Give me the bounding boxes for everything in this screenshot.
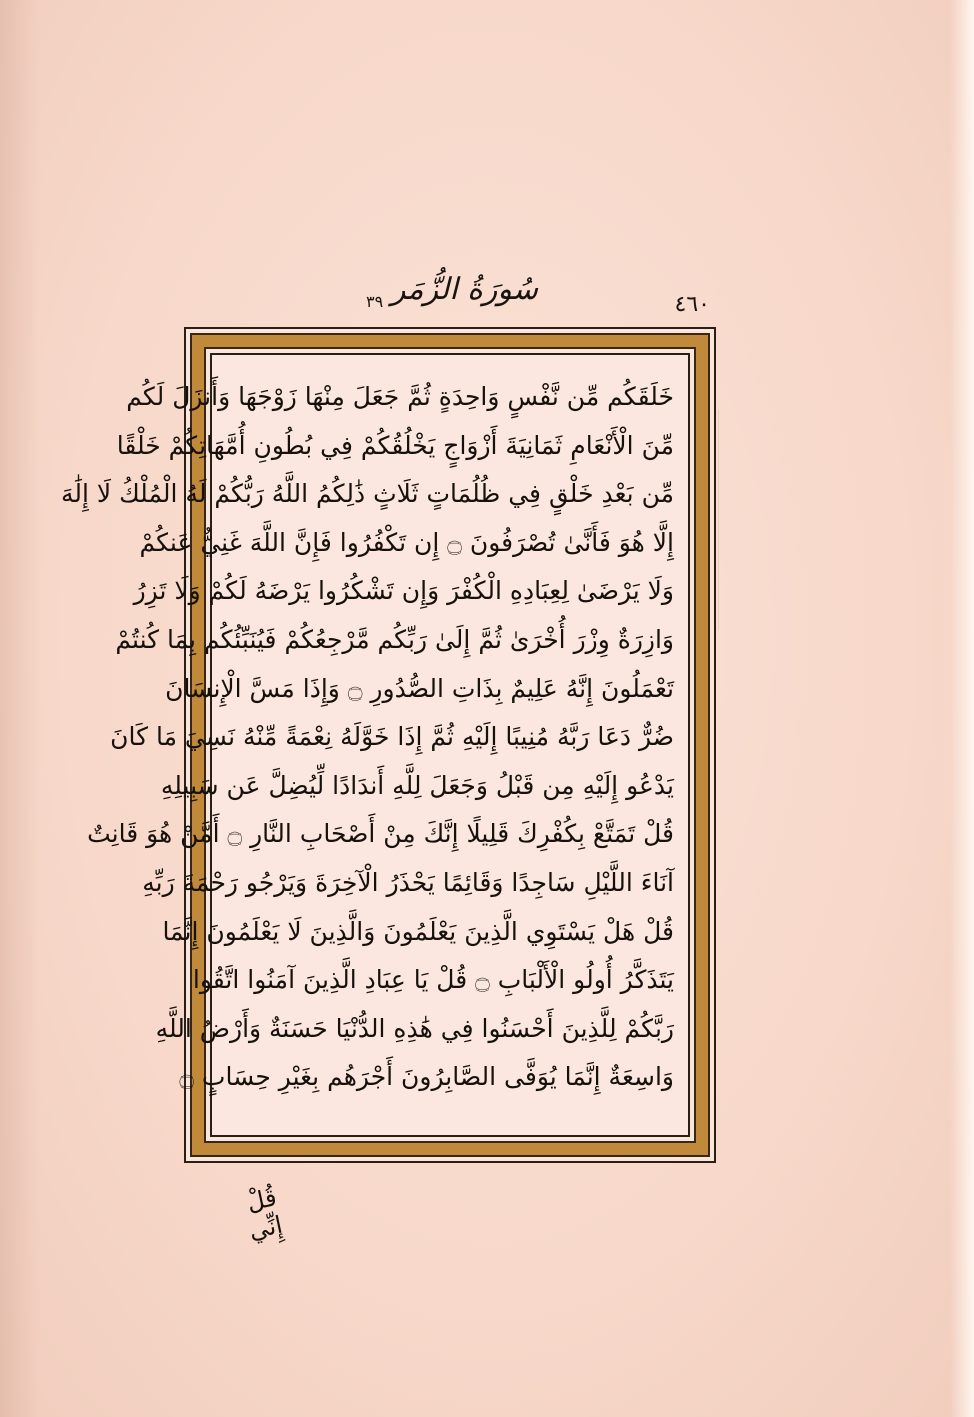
text-line: رَبَّكُمْ لِلَّذِينَ أَحْسَنُوا فِي هَٰذِهِ الدُّنْيَا حَسَنَةٌ وَأَرْضُ اللَّهِ <box>155 1013 674 1043</box>
text-line: مِّن بَعْدِ خَلْقٍ فِي ظُلُمَاتٍ ثَلَاثٍ ذَٰلِكُمُ اللَّهُ رَبُّكُمْ لَهُ الْمُلْكُ لَا إِلَٰهَ <box>60 479 674 509</box>
surah-title: سُورَةُ الزُّمَر <box>391 272 539 307</box>
page-number: ٤٦٠ <box>674 292 710 317</box>
text-line: يَدْعُو إِلَيْهِ مِن قَبْلُ وَجَعَلَ لِلَّهِ أَندَادًا لِّيُضِلَّ عَن سَبِيلِهِ <box>160 770 674 800</box>
text-line: مِّنَ الْأَنْعَامِ ثَمَانِيَةَ أَزْوَاجٍ يَخْلُقُكُمْ فِي بُطُونِ أُمَّهَاتِكُمْ خَلْقًا <box>116 430 674 460</box>
show-through-ornament <box>718 410 789 630</box>
text-line: ضُرٌّ دَعَا رَبَّهُ مُنِيبًا إِلَيْهِ ثُمَّ إِذَا خَوَّلَهُ نِعْمَةً مِّنْهُ نَسِيَ مَا كَانَ <box>110 722 674 752</box>
text-line: يَتَذَكَّرُ أُولُو الْأَلْبَابِ ۝ قُلْ يَا عِبَادِ الَّذِينَ آمَنُوا اتَّقُوا <box>192 965 674 995</box>
catchword: قُلْ إِنِّي <box>244 1183 285 1245</box>
page-edge <box>950 0 974 1417</box>
text-line: آنَاءَ اللَّيْلِ سَاجِدًا وَقَائِمًا يَحْذَرُ الْآخِرَةَ وَيَرْجُو رَحْمَةَ رَبِّهِ <box>142 867 674 897</box>
text-frame <box>60 327 716 1163</box>
text-line: خَلَقَكُم مِّن نَّفْسٍ وَاحِدَةٍ ثُمَّ جَعَلَ مِنْهَا زَوْجَهَا وَأَنزَلَ لَكُم <box>126 382 674 411</box>
text-line: قُلْ هَلْ يَسْتَوِي الَّذِينَ يَعْلَمُونَ وَالَّذِينَ لَا يَعْلَمُونَ إِنَّمَا <box>162 916 674 946</box>
surah-number: ٣٩ <box>366 292 384 311</box>
text-panel <box>60 353 690 1137</box>
spine-shadow <box>0 0 40 1417</box>
text-line: وَلَا يَرْضَىٰ لِعِبَادِهِ الْكُفْرَ وَإِن تَشْكُرُوا يَرْضَهُ لَكُمْ وَلَا تَزِرُ <box>133 576 674 606</box>
text-line: قُلْ تَمَتَّعْ بِكُفْرِكَ قَلِيلًا إِنَّكَ مِنْ أَصْحَابِ النَّارِ ۝ أَمَّنْ هُوَ قَانِتٌ <box>87 819 674 849</box>
text-line: إِلَّا هُوَ فَأَنَّىٰ تُصْرَفُونَ ۝ إِن تَكْفُرُوا فَإِنَّ اللَّهَ غَنِيٌّ عَنكُمْ <box>139 527 674 557</box>
page-header <box>186 272 716 322</box>
text-line: وَازِرَةٌ وِزْرَ أُخْرَىٰ ثُمَّ إِلَىٰ رَبِّكُم مَّرْجِعُكُمْ فَيُنَبِّئُكُم بِمَا كُنتُمْ <box>115 624 674 654</box>
text-line: تَعْمَلُونَ إِنَّهُ عَلِيمٌ بِذَاتِ الصُّدُورِ ۝ وَإِذَا مَسَّ الْإِنسَانَ <box>165 673 674 703</box>
text-line: وَاسِعَةٌ إِنَّمَا يُوَفَّى الصَّابِرُونَ أَجْرَهُم بِغَيْرِ حِسَابٍ ۝ <box>179 1062 674 1092</box>
verse-text <box>60 373 674 1123</box>
